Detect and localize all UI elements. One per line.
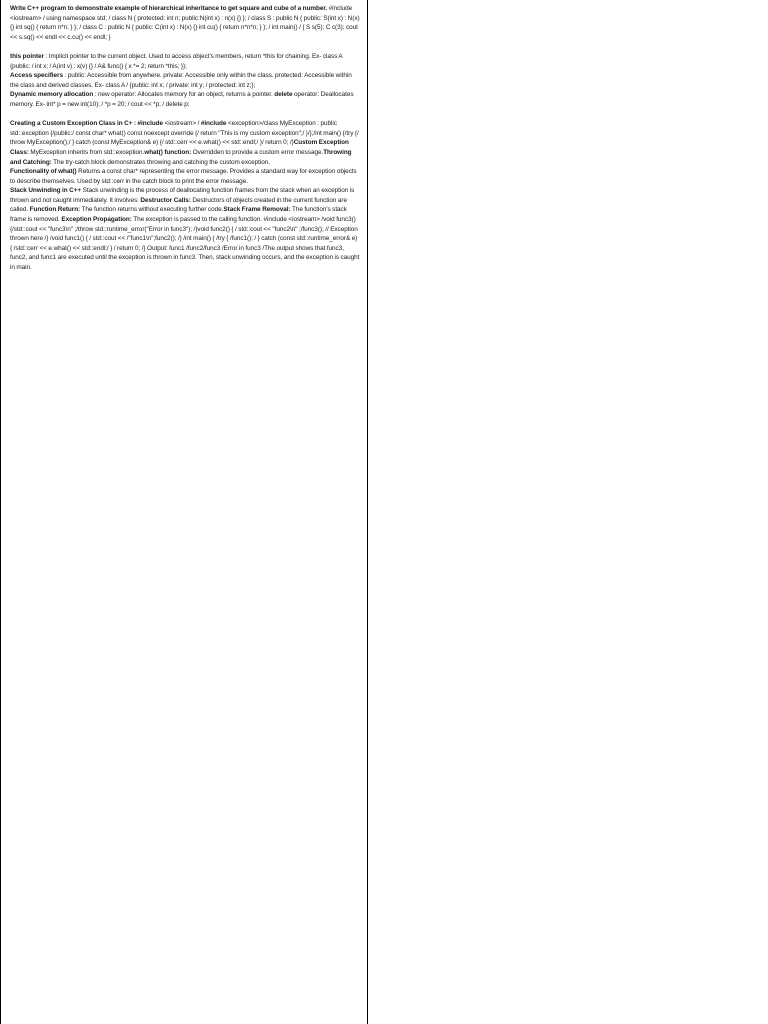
text-custom-exception-class: MyException inherits from std::exception.: [28, 148, 145, 156]
paragraph-functionality-what: [10, 167, 360, 186]
term-functionality-what: Functionality of what(): [10, 168, 77, 176]
term-dynamic-memory: Dynamic memory allocation: [10, 91, 94, 99]
term-destructor-calls: Destructor Calls:: [140, 196, 191, 204]
text-functionality-what: Returns a const char* representing the error message. Provides a standard way for exception objects to describe themselves. Used by std::cerr in the catch block to print the error message.: [10, 168, 357, 185]
term-what-function: what() function:: [144, 148, 192, 156]
code-stack-unwinding: The exception is passed to the calling function. #include <iostream> /void func3() {/std::cout << "func3\n" ;/throw std::runtime_error("Error in func3"); /}void func2() { / std::cout << "func2\n" ;/func3(); // Exception thrown here /} /void func1() { / std::cout << /"func1\n";func2(); /} /int main() { /try { /func1(); / } catch (const std::runtime_error& e) { /std::cerr << e.what() << std::endl;/ } / return 0; /} Output: func1 /func2/func3 /Error in func3 /The output shows that func3, func2, and func1 are executed until the exception is thrown in func3. Then, stack unwinding occurs, and the exception is caught in main.: [10, 216, 360, 272]
text-iostream: <iostream> /: [163, 120, 201, 128]
paragraph-custom-exception: [10, 119, 360, 167]
paragraph-stack-unwinding: [10, 186, 360, 272]
document-page: [0, 0, 368, 1024]
term-custom-exception-class: Custom Exception Class:: [10, 139, 349, 156]
text-this-pointer: : Implicit pointer to the current object. Used to access object's members, return *this for chaining. Ex- class A {public: / int x; / A(int v) : x(v) {} / A& func() { x *= 2; return *this; }};: [10, 52, 343, 70]
term-this-pointer: this pointer: [10, 52, 44, 60]
term-custom-exception: Creating a Custom Exception Class in C+ : #include: [10, 120, 164, 128]
page-content: [10, 4, 360, 273]
term-stack-unwinding: Stack Unwinding in C++: [10, 187, 82, 195]
text-throwing-catching: The try-catch block demonstrates throwing and catching the custom exception.: [51, 158, 270, 166]
text-destructor-calls: Destructors of objects created in the current function are called.: [10, 196, 347, 214]
term-exception-propagation: Exception Propagation:: [61, 216, 132, 224]
text-dynamic-memory-delete: operator: Deallocates memory. Ex- int* p = new int(10); / *p = 20; / cout << *p; / delete p;: [10, 91, 354, 108]
code-custom-exception: <exception>/class MyException : public std::exception {/public:/ const char* what() const noexcept override {/ return "This is my custom exception";/ }/};/int main() {/try {/ throw MyException();/ } catch (const MyException& e) {/ std::cerr << e.what() << std::endl;/ }/ return 0; /}: [10, 120, 359, 147]
text-function-return: The function returns without executing further code.: [80, 206, 224, 214]
text-dynamic-memory-new: : new operator: Allocates memory for an object, returns a pointer.: [93, 91, 275, 99]
term-stack-frame-removal: Stack Frame Removal:: [223, 206, 291, 214]
text-stack-unwinding-intro: Stack unwinding is the process of deallocating function frames from the stack when an exception is thrown and not caught immediately. It involves:: [10, 187, 355, 204]
paragraph-this-pointer: [10, 52, 360, 71]
heading-hierarchical-inheritance: Write C++ program to demonstrate example of hierarchical inheritance to get square and cube of a number.: [10, 5, 328, 12]
paragraph-access-specifiers: [10, 71, 360, 90]
term-access-specifiers: Access specifiers: [10, 72, 63, 80]
term-include: #include: [200, 120, 227, 128]
paragraph-dynamic-memory: [10, 90, 360, 109]
term-throwing-catching: Throwing and Catching:: [10, 148, 352, 166]
text-what-function: Overridden to provide a custom error message.: [191, 148, 324, 156]
text-access-specifiers: : public: Accessible from anywhere. private: Accessible only within the class. protected: Accessible within the class and derived classes. Ex- class A / {public: int x; / private: int y; / protected: int z;};: [10, 72, 352, 89]
text-stack-frame-removal: The function's stack frame is removed.: [10, 206, 347, 224]
paragraph-hierarchical-inheritance: [10, 4, 360, 42]
term-delete: delete: [274, 91, 293, 99]
term-function-return: Function Return:: [29, 206, 81, 214]
code-hierarchical-inheritance: #include <iostream> / using namespace std; / class N { protected: int n; public:N(int x) : n(x) {} }; / class S : public N { public: S(int x) : N(x) {} int sq() { return n*n; } }; / class C : public N { public: C(int x) : N(x) {} int cu() { return n*n*n; } }; / int main() / { S s(5); C c(3); cout << s.sq() << endl << c.cu() << endl; }: [10, 5, 360, 41]
